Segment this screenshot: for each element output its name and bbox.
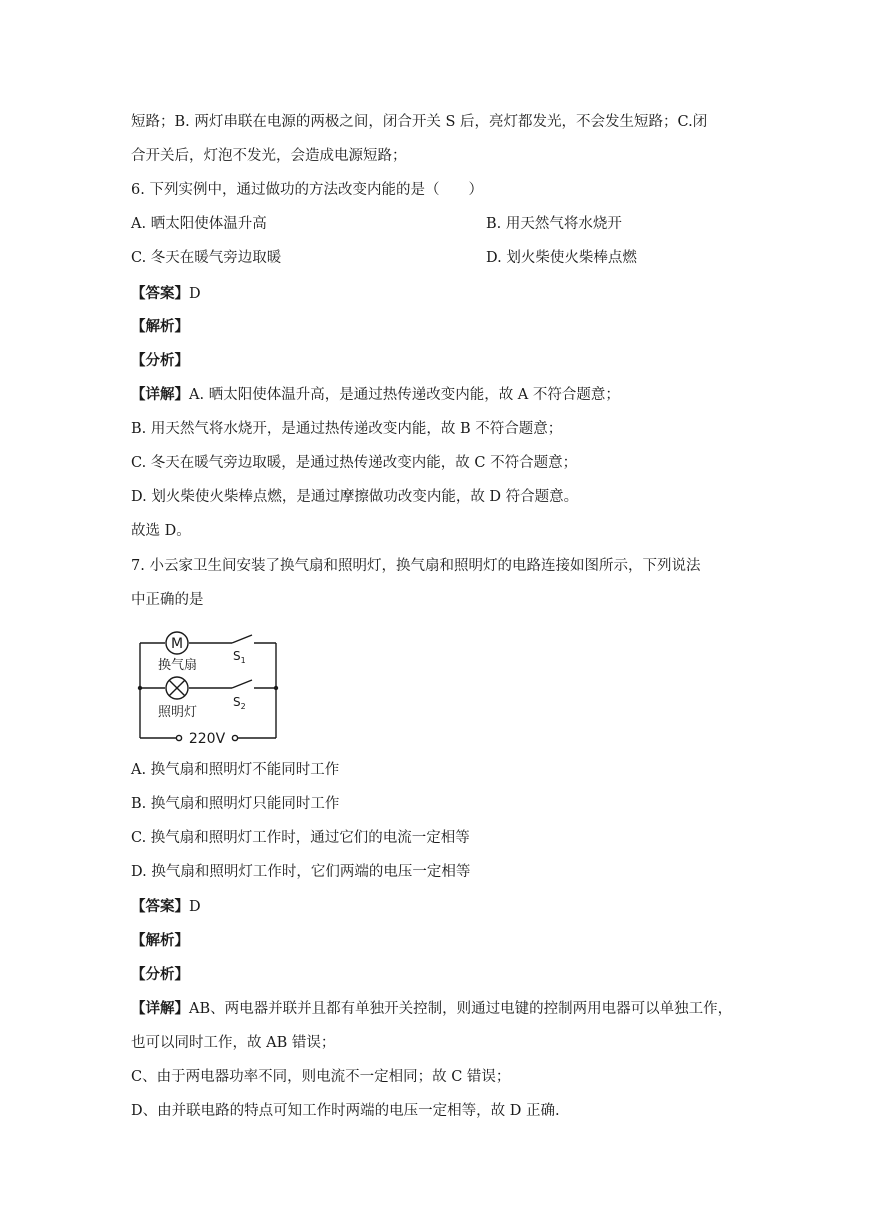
q7-detail-4: D、由并联电路的特点可知工作时两端的电压一定相等，故 D 正确. [131,1103,560,1119]
q6-detail-a [131,385,620,405]
switch-s2-subscript: 2 [240,702,246,711]
q7-detail-1-text: AB、两电器并联并且都有单独开关控制，则通过电键的控制两用电器可以单独工作， [189,1001,733,1017]
terminal-right-icon [232,735,237,740]
q6-detail-label: 【详解】 [131,386,189,403]
q7-option-b: B. 换气扇和照明灯只能同时工作 [131,796,340,812]
prev-answer-line-2: 合开关后，灯泡不发光，会造成电源短路； [131,148,407,164]
q6-detail-a-text: A. 晒太阳使体温升高，是通过热传递改变内能，故 A 不符合题意； [189,387,620,403]
prev-answer-line-1: 短路；B. 两灯串联在电源的两极之间，闭合开关 S 后，亮灯都发光，不会发生短路；C.闭 [131,114,708,130]
q6-option-c: C. 冬天在暖气旁边取暖 [131,250,282,266]
junction-right-icon [274,686,278,690]
q7-answer-label: 【答案】 [131,898,189,915]
switch-s2-label [233,695,246,711]
q6-answer-value: D [189,286,201,302]
switch-s1-letter: S [233,649,241,663]
motor-symbol: M [170,636,184,652]
q7-detail-2: 也可以同时工作，故 AB 错误； [131,1035,336,1051]
q7-stem-line-2: 中正确的是 [131,592,204,608]
voltage-label: 220V [188,731,226,747]
q6-detail-b: B. 用天然气将水烧开，是通过热传递改变内能，故 B 不符合题意； [131,421,563,437]
lamp-label: 照明灯 [158,705,198,720]
q7-analysis-label: 【解析】 [131,932,189,949]
q6-answer [131,284,201,304]
q6-fenxi-label: 【分析】 [131,352,189,369]
q6-analysis-label: 【解析】 [131,318,189,335]
q6-answer-label: 【答案】 [131,285,189,302]
q7-option-d: D. 换气扇和照明灯工作时，它们两端的电压一定相等 [131,864,471,880]
switch-s1-label [233,649,246,665]
q7-stem-line-1: 7. 小云家卫生间安装了换气扇和照明灯，换气扇和照明灯的电路连接如图所示，下列说法 [131,558,701,574]
terminal-left-icon [176,735,181,740]
q7-answer-value: D [189,899,201,915]
q6-option-a: A. 晒太阳使体温升高 [131,216,267,232]
q7-answer [131,897,201,917]
q6-option-b: B. 用天然气将水烧开 [486,216,622,232]
q7-detail-1 [131,999,732,1019]
switch-s1-icon [232,635,252,643]
q7-option-c: C. 换气扇和照明灯工作时，通过它们的电流一定相等 [131,830,470,846]
q7-detail-3: C、由于两电器功率不同，则电流不一定相同；故 C 错误； [131,1069,511,1085]
switch-s2-icon [232,680,252,688]
q7-fenxi-label: 【分析】 [131,966,189,983]
q6-stem: 6. 下列实例中，通过做功的方法改变内能的是（ ） [131,182,483,198]
circuit-diagram [136,628,288,750]
switch-s1-subscript: 1 [240,656,246,665]
q6-conclusion: 故选 D。 [131,523,191,539]
fan-label: 换气扇 [158,658,198,673]
q7-detail-label: 【详解】 [131,1000,189,1017]
switch-s2-letter: S [233,695,241,709]
q6-option-d: D. 划火柴使火柴棒点燃 [486,250,637,266]
junction-left-icon [138,686,142,690]
q6-detail-c: C. 冬天在暖气旁边取暖，是通过热传递改变内能，故 C 不符合题意； [131,455,578,471]
q6-detail-d: D. 划火柴使火柴棒点燃，是通过摩擦做功改变内能，故 D 符合题意。 [131,489,579,505]
q7-option-a: A. 换气扇和照明灯不能同时工作 [131,762,340,778]
